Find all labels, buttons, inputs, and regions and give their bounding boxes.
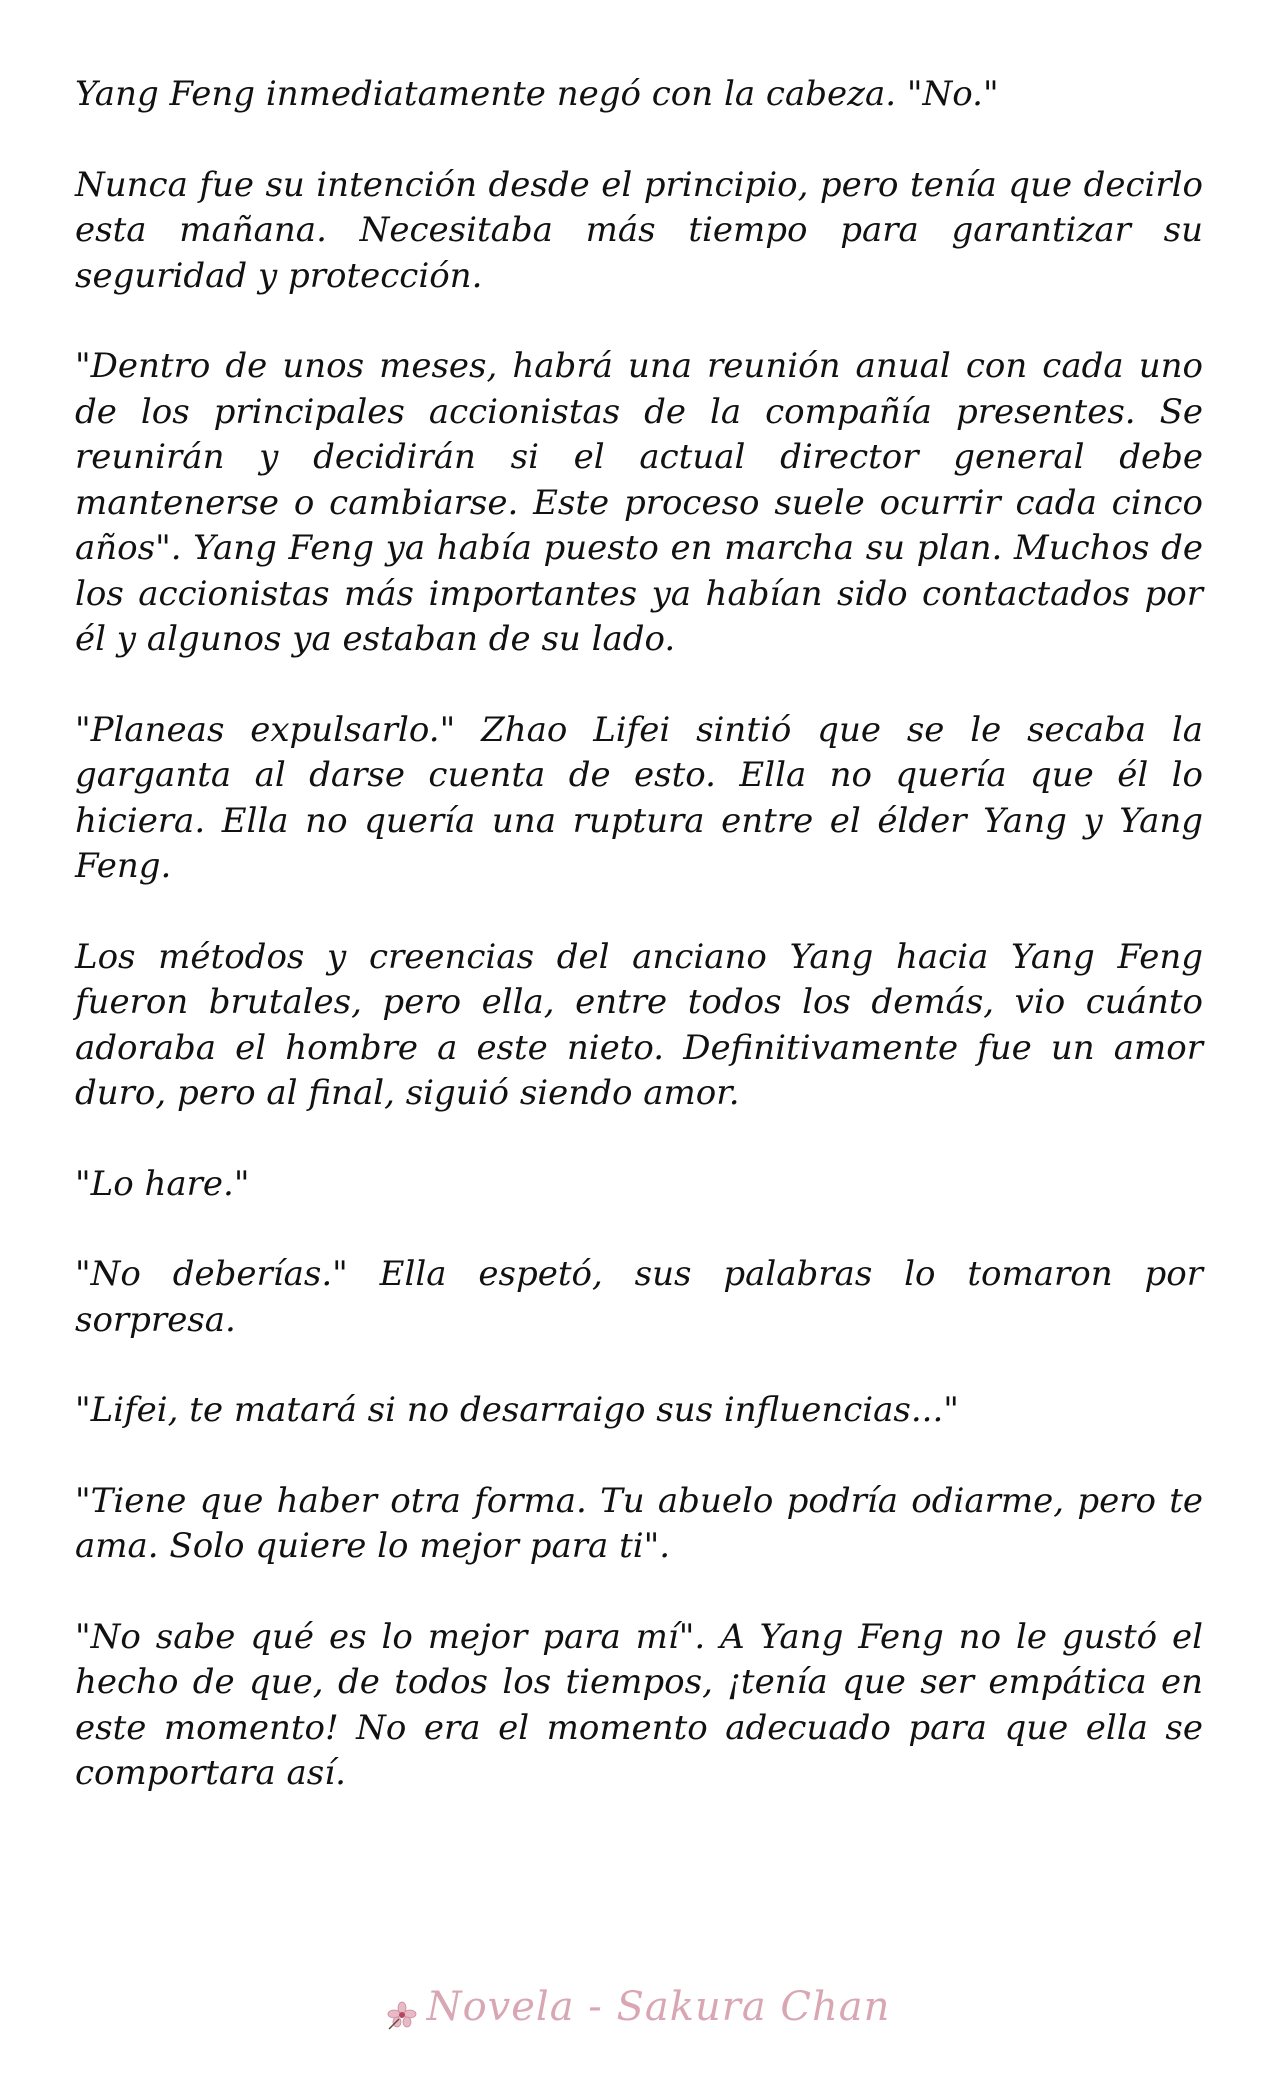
document-body <box>75 72 1203 1842</box>
paragraph: "Tiene que haber otra forma. Tu abuelo podría odiarme, pero te ama. Solo quiere lo mejor para ti". <box>75 1480 1203 1566</box>
watermark-text: Novela - Sakura Chan <box>426 1984 891 2030</box>
paragraph: "Dentro de unos meses, habrá una reunión anual con cada uno de los principales accionistas de la compañía presentes. Se reunirán y decidirán si el actual director general debe mantenerse o cambiarse. Este proceso suele ocurrir cada cinco años". Yang Feng ya había puesto en marcha su plan. Muchos de los accionistas más importantes ya habían sido contactados por él y algunos ya estaban de su lado. <box>75 346 1203 659</box>
paragraph: "Planeas expulsarlo." Zhao Lifei sintió que se le secaba la garganta al darse cuenta de esto. Ella no quería que él lo hiciera. Ella no quería una ruptura entre el élder Yang y Yang Feng. <box>75 709 1203 886</box>
paragraph: Yang Feng inmediatamente negó con la cabeza. "No." <box>75 74 999 114</box>
paragraph: "No deberías." Ella espetó, sus palabras lo tomaron por sorpresa. <box>75 1254 1203 1340</box>
paragraph: "Lo hare." <box>75 1163 250 1204</box>
paragraph: Los métodos y creencias del anciano Yang hacia Yang Feng fueron brutales, pero ella, entre todos los demás, vio cuánto adoraba el hombre a este nieto. Definitivamente fue un amor duro, pero al final, siguió siendo amor. <box>75 936 1203 1113</box>
paragraph: Nunca fue su intención desde el principio, pero tenía que decirlo esta mañana. Necesitaba más tiempo para garantizar su seguridad y protección. <box>75 164 1203 296</box>
paragraph: "No sabe qué es lo mejor para mí". A Yang Feng no le gustó el hecho de que, de todos los tiempos, ¡tenía que ser empática en este momento! No era el momento adecuado para que ella se comportara así. <box>75 1616 1203 1793</box>
watermark <box>0 1984 1275 2030</box>
sakura-flower-icon <box>385 1995 419 2025</box>
paragraph: "Lifei, te matará si no desarraigo sus influencias..." <box>75 1390 959 1430</box>
